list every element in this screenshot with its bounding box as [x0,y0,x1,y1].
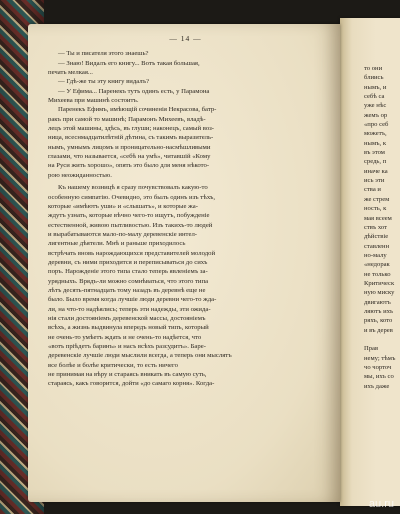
text-line: ница, всеснмадцатилѣтній дѣтина, съ такимъ выразитель- [48,134,214,142]
right-page-text [364,64,400,391]
right-page-line: ность, к [364,205,387,213]
right-page-line: себѣ са [364,93,385,101]
text-line: поръ. Нарожденіе этого типа стало теперь явленіемъ за- [48,268,208,276]
right-page-line: уже нѣс [364,102,387,110]
text-line: ракъ при самой то машинѣ; Парамонъ Михеевъ, владѣ- [48,115,206,123]
right-page-line: ряхъ, кото [364,317,393,325]
text-line: естественной, живою пытливостью. Изъ такихъ-то людей [48,221,213,229]
text-line: было. Было время когда лучшіе люди деревни чего-то жда- [48,296,217,304]
text-line: ждутъ узнать, которые вѣчно чего-то ищутъ, побужденіе [48,212,210,220]
watermark: au.ru [368,498,394,510]
right-page-line: въ этом [364,149,385,157]
right-page-line: ства и [364,186,381,194]
text-line: «вотъ пріѣдетъ баринъ» и насъ всѣхъ разсудитъ». Баре- [48,343,206,350]
text-line: встрѣчать вновь нарождающихся представителей молодой [48,249,216,257]
text-line: Къ нашему возницѣ я сразу почувствовалъ какую-то [58,184,208,192]
right-page-line: ляютъ ихъ [364,307,394,315]
right-page-line: и въ дерев [364,326,393,334]
right-page-line: можетъ, [364,130,387,138]
text-line: лигентные дѣятели. Мнѣ и раньше приходилось [48,240,186,248]
text-line: лѣтъ десять-пятнадцать тому назадъ въ деревнѣ еще не [48,286,206,294]
text-line: — У Ефима... Паренекъ тутъ одинъ есть, у Парамона [58,87,210,95]
text-line: и вырабатываются мало-по-малу деревенскіе интел- [48,230,198,238]
right-page-line: мы, ихъ со [364,373,394,381]
right-page-line: нымъ, и [364,83,387,91]
right-page-line: ную миску [364,289,395,297]
right-page-line: но-малу [364,251,387,259]
left-page-lines [48,49,323,388]
text-line: деревенскіе лучшіе люди мыслили всегда, а теперь они мыслятъ [48,352,232,360]
right-page-line: чо чорточ [364,364,392,371]
text-line: — Знаю! Видалъ его книгу... Вотъ такая большая, [58,59,200,67]
right-page-line: же стрем [364,195,390,203]
text-line: Паренекъ Ефимъ, имѣющій сочиненія Некрасова, батр- [58,106,217,114]
right-page-line: Прав [364,345,379,353]
right-page-line: ствъ хот [364,223,387,231]
text-line: Михеева при машинѣ состоитъ. [48,97,139,105]
text-line: урядныхъ. Врядъ-ли можно сомнѣваться, что этого типа [48,277,209,285]
right-page-line: иначе ка [364,167,388,175]
text-line: на Руси жить хорошо», опять это было для меня нѣкото- [48,162,210,170]
text-line: нымъ, умнымъ лицомъ и проницательно-насмѣшливыми [48,143,211,151]
right-page-line: то они [364,65,383,72]
right-page-line: дѣйствіе [364,233,389,241]
right-page-line: блиись [364,74,384,82]
text-line: не принимая на вѣру и стараясь вникать въ самую суть, [48,371,207,379]
text-line: рою неожиданностью. [48,171,112,179]
text-line: деревни, съ ними приходится и переписываться до сихъ [48,258,208,266]
text-line: которые «имѣютъ уши» и «слышатъ», и которые жа- [48,202,198,210]
right-page-line [364,335,400,344]
right-page-line: средь, п [364,158,387,166]
text-line: особенную симпатію. Очевидно, это былъ одинъ изъ тѣхъ, [48,193,216,201]
right-page-line: ставленн [364,242,390,250]
text-line: ли, на что-то надѣялись; теперь эти надежды, эти ожида- [48,305,211,313]
right-page-line: не только [364,270,391,278]
right-page-line: двигаютъ [364,298,391,306]
text-line: лецъ этой машины, здѣсь, въ глуши; наконецъ, самый воз- [48,125,215,133]
right-page-line: жемъ ор [364,111,388,119]
right-page-line: мая всеем [364,214,392,222]
text-line: все болѣе и болѣе критически, то есть ничего [48,361,178,369]
text-line: — Ты и писателя этого знаешь? [58,50,149,58]
text-line: не очень-то умѣетъ ждать и не очень-то надѣется, что [48,333,202,341]
text-line: стараясь, какъ говорится, дойти «до самаго корня». Когда- [48,380,215,388]
text-line: глазами, что называется, «себѣ на умѣ», читавшій «Кому [48,153,211,161]
right-page-line: ихъ даже [364,382,390,390]
text-line: печать мелкая... [48,69,93,77]
text-line: нія стали достояніемъ деревенской массы, достояніемъ [48,314,206,322]
page-number: — 14 — [169,34,202,43]
text-line: всѣхъ, а жизнь выдвинула впередъ новый типъ, который [48,324,209,332]
text-line: — Гдѣ-же ты эту книгу видалъ? [58,78,150,86]
right-page-line: ись эти [364,177,385,185]
right-page-line: «про себ [364,121,389,129]
right-page-line: Критическ [364,279,395,287]
left-page-text [48,34,323,389]
right-page-line: нему; тѣмъ [364,354,396,362]
right-page-line: нымъ, к [364,139,387,147]
right-page-line: «недорак [364,261,390,269]
